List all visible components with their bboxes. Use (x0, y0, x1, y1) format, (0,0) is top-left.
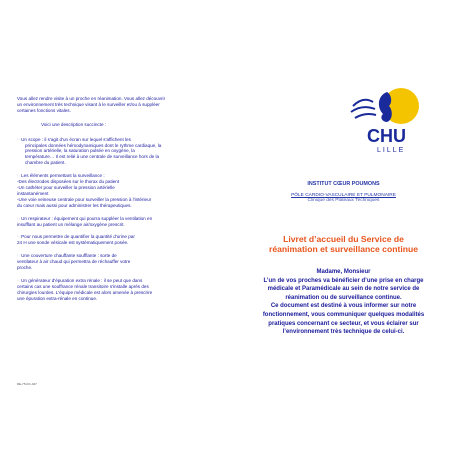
item-respirateur (17, 216, 219, 228)
intro-line: un environnement très technique visant à le surveiller et/ou à suppléer (17, 101, 160, 107)
item-generateur (17, 278, 219, 302)
welcome-line: Ce document est destiné à vous informer sur notre (270, 303, 417, 310)
welcome-line: L’un de vos proches va bénéficier d’une prise en charge (263, 277, 424, 284)
welcome-line: médicale et Paramédicale au sein de notre service de (267, 286, 420, 293)
intro-line: certaines fonctions vitales. (17, 107, 71, 113)
item-line: ☞Un respirateur : équipement qui pourra suppléer la ventilation en (17, 215, 153, 221)
welcome-line: l’environnement très technique de celui-ci. (282, 329, 405, 336)
item-line: ☞Pour nous permettre de quantifier la quantité d'urine par (17, 234, 135, 240)
document-reference: RE-75-DC-047 (17, 382, 37, 386)
item-line: ☞Une couverture chauffante soufflante : sorte de (17, 253, 117, 259)
item-line: 24 H une sonde vésicale est systématiquement posée. (17, 240, 129, 246)
item-line: principales données hémodynamiques dont le rythme cardiaque, la (25, 142, 162, 148)
welcome-text (229, 268, 458, 337)
item-line: instantanément (17, 190, 49, 196)
item-line: température… Il est relié à une centrale de surveillance hors de la (25, 154, 160, 160)
item-line: ventilateur à air chaud qui permettra de réchauffer votre (17, 259, 131, 265)
item-sonde (17, 234, 219, 246)
title-line: Livret d’accueil du Service de (283, 234, 404, 244)
item-line: -Des électrodes disposées sur le thorax du patient (17, 179, 120, 185)
item-line: chirurgies lourdes. L'équipe médicale est alors amenée à prescrire (17, 289, 153, 295)
pole-title: PÔLE CARDIO-VASCULAIRE ET PULMONAIRE (291, 193, 396, 198)
item-line: -Une voie veineuse centrale pour surveiller la pression à l'intérieur (17, 196, 152, 202)
welcome-line: Madame, Monsieur (316, 269, 371, 275)
item-line: pression artérielle, la saturation pulsée en oxygène, la (25, 148, 135, 154)
item-line: certains cas une souffrance rénale transitoire s'installe après des (17, 283, 149, 289)
booklet-title (229, 234, 458, 254)
welcome-line: fonctionnement, vous communiquer quelques modalités (262, 311, 425, 318)
pole-block (229, 193, 458, 203)
institute-name: INSTITUT CŒUR POUMONS (307, 181, 380, 187)
logo-text-main: CHU (367, 126, 406, 146)
item-line: ☞Les éléments permettant la surveillance : (17, 173, 105, 179)
chu-lille-logo (347, 84, 427, 158)
logo-text-sub: LILLE (377, 147, 406, 154)
welcome-line: réanimation ou de surveillance continue. (285, 294, 402, 301)
item-line: ☞Un générateur d'épuration extra rénale : il se peut que dans (17, 277, 143, 283)
description-subtitle: Voici une description succincte : (41, 121, 107, 127)
welcome-line: pratiques concernant ce secteur, et vous éclairer sur (268, 320, 419, 327)
item-line: proche. (17, 265, 33, 271)
item-surveillance (17, 173, 219, 208)
item-couverture (17, 253, 219, 271)
item-line: insufflant au patient un mélange air/oxygène prescrit. (17, 221, 125, 227)
item-line: chambre du patient. (25, 160, 66, 166)
intro-paragraph (17, 96, 219, 114)
right-page (229, 0, 458, 458)
title-line: réanimation et surveillance continue (268, 244, 418, 254)
item-line: une épuration extra-rénale en continue. (17, 295, 98, 301)
item-line: -Un cathéter pour surveiller la pression artérielle (17, 184, 115, 190)
item-scope (17, 137, 219, 167)
pole-subtitle: Clinique des Plateaux Techniques (307, 198, 380, 203)
item-line: du cœur mais aussi pour administrer les thérapeutiques. (17, 202, 132, 208)
intro-line: Vous allez rendre visite à un proche en réanimation. Vous allez découvrir (17, 96, 166, 101)
item-line: ☞Un scope : il s'agit d'un écran sur lequel s'affichent les (17, 136, 131, 142)
